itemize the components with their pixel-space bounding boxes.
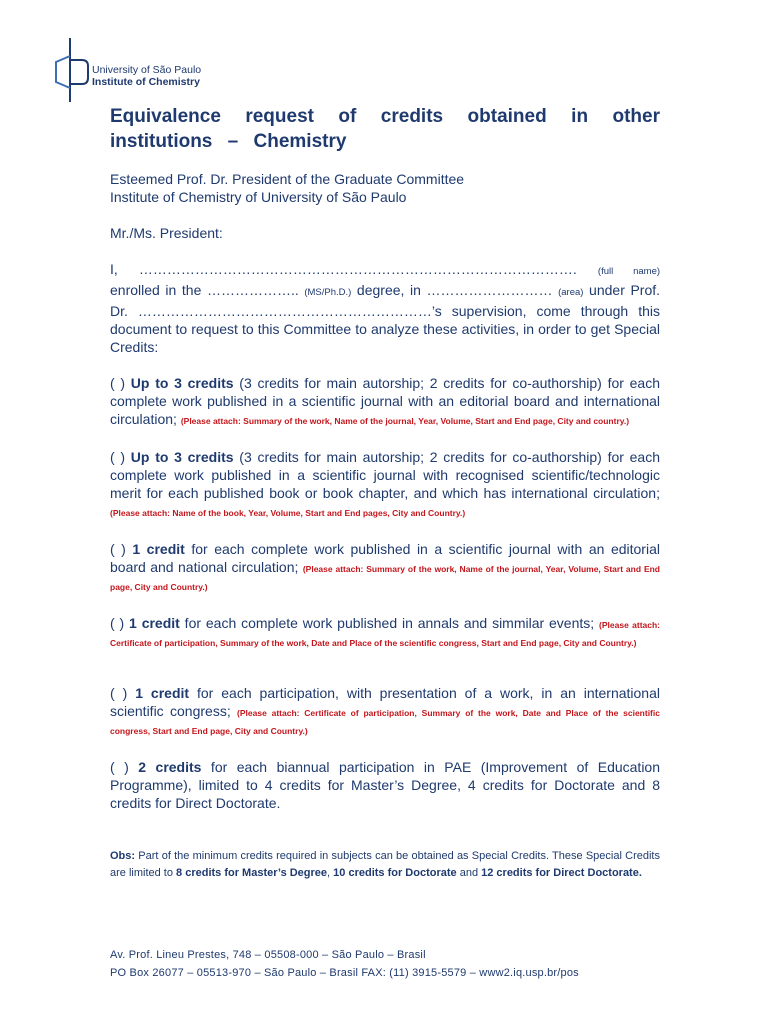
credit-amount-2: Up to 3 credits — [130, 449, 234, 465]
document-body — [110, 104, 660, 893]
checkbox-6[interactable]: ( ) — [110, 759, 139, 775]
full-name-hint: (full name) — [597, 266, 661, 277]
attach-note-1: (Please attach: Summary of the work, Name of the journal, Year, Volume, Start and End page, City and country.) — [180, 416, 630, 426]
logo-university-name: University of São Paulo — [92, 64, 202, 76]
credit-desc-4: for each complete work published in annals and simmilar events; — [179, 615, 600, 631]
credit-amount-3: 1 credit — [132, 541, 185, 557]
logo-institute-name: Institute of Chemistry — [92, 76, 200, 88]
usp-logo-icon — [48, 38, 90, 102]
attach-note-5: (Please attach: Certificate of participation, Summary of the work, Date and Place of the scientific congress, Start and End page, City and Country.) — [110, 708, 660, 736]
salutation: Mr./Ms. President: — [110, 225, 223, 241]
obs-sep-2: and — [456, 867, 482, 879]
area-hint: (area) — [558, 287, 584, 298]
attach-note-3: (Please attach: Summary of the work, Name of the journal, Year, Volume, Start and End page, City and Country.) — [110, 564, 660, 592]
footer-contact: PO Box 26077 – 05513-970 – São Paulo – Brasil FAX: (11) 3915-5579 – www2.iq.usp.br/pos — [110, 967, 579, 979]
observation-note — [110, 848, 660, 882]
credit-amount-4: 1 credit — [129, 615, 180, 631]
greeting-line-1: Esteemed Prof. Dr. President of the Graduate Committee — [110, 171, 465, 187]
request-paragraph — [110, 260, 660, 356]
page-footer — [110, 946, 579, 982]
credit-amount-5: 1 credit — [135, 685, 190, 701]
credit-option-2 — [110, 448, 660, 520]
obs-master-limit: 8 credits for Master’s Degree — [176, 867, 328, 879]
attach-note-4: (Please attach: Certificate of participation, Summary of the work, Date and Place of the scientific congress, Start and End page, City and Country.) — [110, 620, 660, 648]
credit-desc-6: for each biannual participation in PAE (Improvement of Education Programme), limited to 4 credits for Master’s Degree, 4 credits for Doctorate and 8 credits for Direct Doctorate. — [110, 759, 660, 811]
obs-doctorate-limit: 10 credits for Doctorate — [333, 867, 457, 879]
checkbox-4[interactable]: ( ) — [110, 615, 130, 631]
credit-option-6 — [110, 758, 660, 812]
obs-text-1: Part of the minimum credits required in subjects can be obtained as Special Credits. These Special Credits are limited to — [110, 850, 660, 879]
supervisor-text[interactable]: under Prof. Dr. ………………………………………………………’s supervision, come through this document to request to this Committee to analyze these activities, in order to get Special Credits: — [110, 282, 661, 355]
credit-option-4 — [110, 614, 660, 650]
checkbox-3[interactable]: ( ) — [110, 541, 133, 557]
attach-note-2: (Please attach: Name of the book, Year, Volume, Start and End pages, City and Country.) — [110, 508, 466, 518]
obs-label: Obs: — [110, 850, 136, 862]
enrolled-text[interactable]: enrolled in the ……………….. — [110, 282, 305, 298]
credit-desc-5: for each participation, with presentation of a work, in an international scientific congress; — [110, 685, 660, 719]
checkbox-1[interactable]: ( ) — [110, 375, 131, 391]
checkbox-2[interactable]: ( ) — [110, 449, 131, 465]
footer-address: Av. Prof. Lineu Prestes, 748 – 05508-000 – São Paulo – Brasil — [110, 949, 426, 961]
full-name-blank[interactable]: …………………………………………………………………………………. — [138, 261, 598, 277]
obs-direct-doctorate-limit: 12 credits for Direct Doctorate. — [481, 867, 642, 879]
credit-desc-3: for each complete work published in a scientific journal with an editorial board and national circulation; — [110, 541, 660, 575]
degree-hint: (MS/Ph.D.) — [304, 287, 352, 298]
obs-sep-1: , — [327, 867, 334, 879]
credit-option-5 — [110, 684, 660, 738]
credit-option-3 — [110, 540, 660, 594]
request-i: I, — [110, 261, 139, 277]
credit-desc-2: (3 credits for main autorship; 2 credits for co-authorship) for each complete work published in a scientific journal with recognised scientific/technologic merit for each published book or book chapter, and which has international circulation; — [110, 449, 660, 501]
page-title: Equivalence request of credits obtained in other institutions – Chemistry — [110, 106, 660, 152]
area-text[interactable]: degree, in ……………………… — [351, 282, 559, 298]
credit-amount-6: 2 credits — [138, 759, 202, 775]
credit-option-1 — [110, 374, 660, 428]
credit-amount-1: Up to 3 credits — [130, 375, 234, 391]
credit-desc-1: (3 credits for main autorship; 2 credits for co-authorship) for each complete work published in a scientific journal with an editorial board and international circulation; — [110, 375, 660, 427]
checkbox-5[interactable]: ( ) — [110, 685, 136, 701]
institute-logo — [48, 38, 228, 98]
greeting-line-2: Institute of Chemistry of University of São Paulo — [110, 189, 407, 205]
